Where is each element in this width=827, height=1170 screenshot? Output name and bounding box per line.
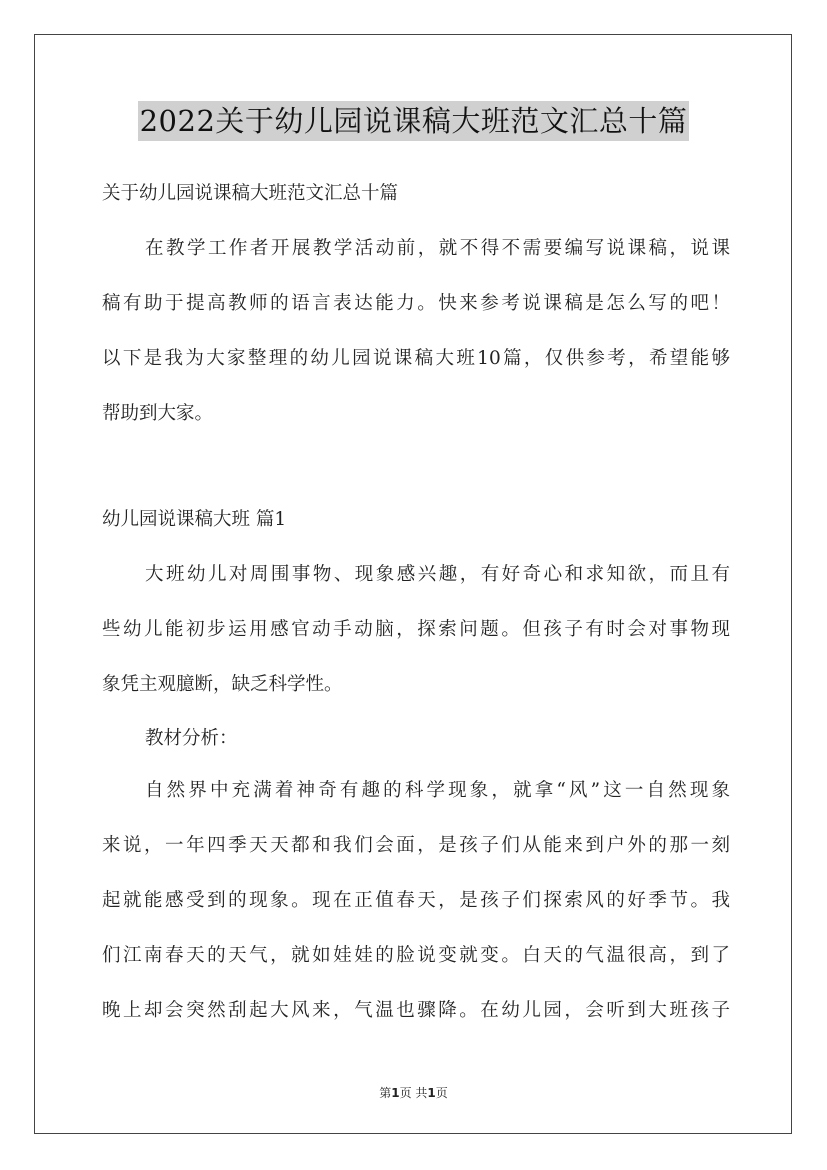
para2-line-1: 自然界中充满着神奇有趣的科学现象，就拿“风”这一自然现象 [145, 780, 730, 801]
intro-line-2: 稿有助于提高教师的语言表达能力。快来参考说课稿是怎么写的吧！ [102, 293, 730, 314]
intro-line-3: 以下是我为大家整理的幼儿园说课稿大班10篇，仅供参考，希望能够 [102, 348, 730, 369]
footer-prefix: 第 [379, 1086, 392, 1100]
para2-line-5: 晚上却会突然刮起大风来，气温也骤降。在幼儿园，会听到大班孩子 [102, 1000, 730, 1021]
intro-line-4: 帮助到大家。 [102, 403, 214, 424]
intro-line-1: 在教学工作者开展教学活动前，就不得不需要编写说课稿，说课 [145, 238, 730, 259]
para2-line-4: 们江南春天的天气，就如娃娃的脸说变就变。白天的气温很高，到了 [102, 945, 730, 966]
para2-line-2: 来说，一年四季天天都和我们会面，是孩子们从能来到户外的那一刻 [102, 835, 730, 856]
footer-total-pages: 1 [427, 1086, 436, 1100]
title-container [0, 101, 827, 141]
para1-line-1: 大班幼儿对周围事物、现象感兴趣，有好奇心和求知欲，而且有 [145, 564, 730, 585]
section-heading: 幼儿园说课稿大班 篇1 [102, 509, 287, 530]
footer-suffix: 页 [435, 1086, 448, 1100]
document-title: 2022关于幼儿园说课稿大班范文汇总十篇 [138, 101, 690, 141]
footer-page-number: 1 [391, 1086, 400, 1100]
footer-mid: 页 共 [399, 1086, 428, 1100]
para1-line-2: 些幼儿能初步运用感官动手动脑，探索问题。但孩子有时会对事物现 [102, 619, 730, 640]
page-footer [0, 1084, 827, 1101]
subtitle: 关于幼儿园说课稿大班范文汇总十篇 [102, 183, 399, 204]
para1-line-3: 象凭主观臆断，缺乏科学性。 [102, 674, 343, 695]
para2-line-3: 起就能感受到的现象。现在正值春天，是孩子们探索风的好季节。我 [102, 890, 730, 911]
material-heading: 教材分析： [145, 728, 238, 749]
